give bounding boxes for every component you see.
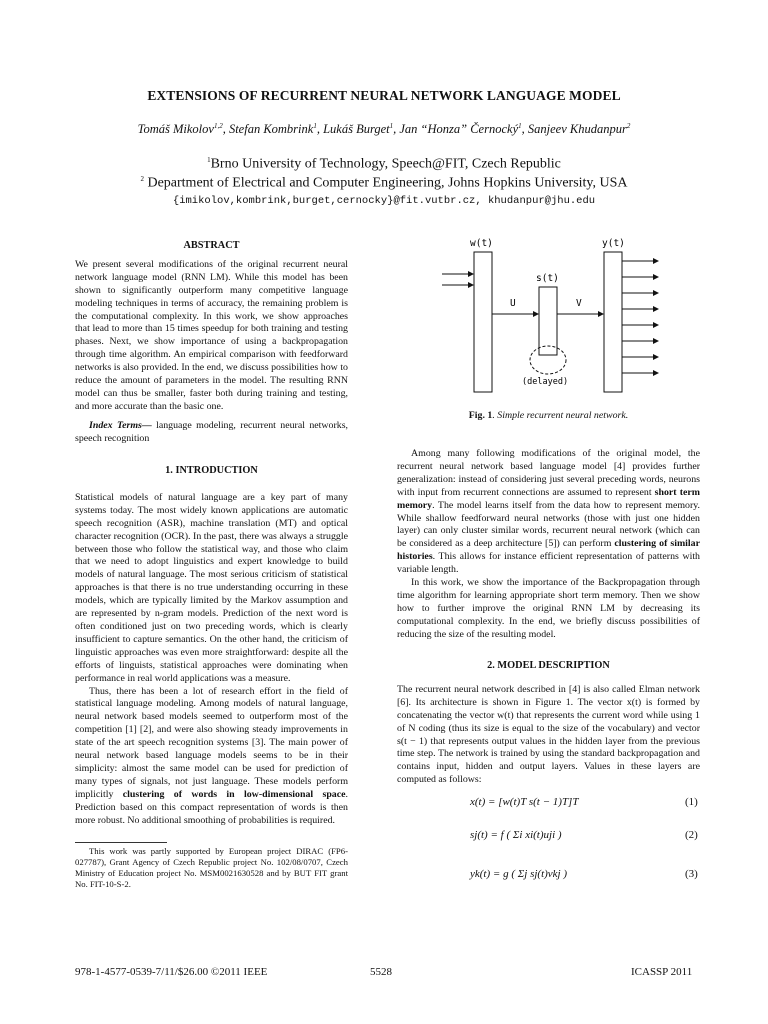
label-y: y(t) [602,238,625,249]
affiliation-2: $^2$ Department of Electrical and Computer Engineering, Johns Hopkins University, USA [140,175,628,191]
label-delayed: (delayed) [522,377,569,387]
label-U: U [510,298,516,309]
label-V: V [576,298,582,309]
model-description-heading: 2. MODEL DESCRIPTION [487,660,610,671]
abstract-heading: ABSTRACT [183,240,240,251]
footer-venue: ICASSP 2011 [631,966,693,978]
rnn-diagram [440,232,670,402]
affiliation-1: $^1$Brno University of Technology, Speech@FIT, Czech Republic [207,156,561,172]
abstract-section [75,240,348,446]
equation-3-number: (3) [685,868,698,880]
input-layer-box [474,252,492,392]
index-terms-label: Index Terms— [89,419,152,431]
equation-2: sj(t) = f ( Σi xi(t)uji ) [470,829,562,841]
author-list: Tomáš Mikolov$^{1,2}$, Stefan Kombrink$^1$, Lukáš Burget$^1$, Jan “Honza” Černocký$^1$, Sanjeev Khudanpur$^2$ [137,122,631,137]
footnote-rule [75,842,167,843]
introduction-section [75,465,348,827]
introduction-heading: 1. INTRODUCTION [165,465,258,476]
index-terms [75,420,348,446]
footer-page-number: 5528 [370,966,392,978]
abstract-text: We present several modifications of the original recurrent neural network language model (RNN LM). While this model has been shown to significantly outperform many competitive language modeling techniques in terms of accuracy, the remaining problem is the computational complexity. In this work, we show approaches that lead to more than 15 times speedup for both training and testing phases. Next, we show importance of using a backpropagation through time algorithm. An empirical comparison with feedforward networks is also provided. In the end, we discuss possibilities how to reduce the amount of parameters in the model. The resulting RNN model can thus be smaller, faster both during training and testing, and more accurate than the basic one. [75,258,348,412]
footnote: This work was partly supported by European project DIRAC (FP6-027787), Grant Agency of Czech Republic project No. 102/08/0707, Czech Ministry of Education project No. MSM0021630528 and by BUT FIT grant No. FIT-10-S-2. [75,846,348,889]
bold-phrase-clustering-words: clustering of words in low-dimensional space [122,788,346,800]
introduction-paragraph-2: Thus, there has been a lot of research effort in the field of statistical language modeling. Among models of natural language, neural network based models seemed to outperform most of the competition [1] [2], and were also showing steady improvements in state of the art speech recognition systems [3]. The main power of neural network based language models seems to be in their simplicity: almost the same model can be used for prediction of many types of signals, not just language. These models perform implicitly clustering of words in low-dimensional space. Prediction based on this compact representation of words is then more robust. No additional smoothing of probabilities is required. [75,685,348,826]
right-intro-section [397,448,700,642]
label-s: s(t) [536,273,559,284]
bold-phrase-short-term-memory: short term memory [397,486,700,511]
equation-2-number: (2) [685,829,698,841]
bold-phrase-clustering-histories: clustering of similar histories [397,538,700,563]
equation-3: yk(t) = g ( Σj sj(t)vkj ) [470,868,568,880]
right-intro-paragraph-2: In this work, we show the importance of the Backpropagation through time algorithm for learning appropriate short term memory. Then we show how to further improve the original RNN LM by decreasing its computational complexity. In the end, we briefly discuss possibilities of reducing the size of the resulting model. [397,577,700,640]
equation-1: x(t) = [w(t)T s(t − 1)T]T [470,796,579,808]
right-intro-paragraph-1: Among many following modifications of the original model, the recurrent neural network based language model [4] provides further generalization: instead of considering just several preceding words, neurons with input from recurrent connections are assumed to represent short term memory. The model learns itself from the data how to represent memory. While shallow feedforward neural networks (those with just one hidden layer) can only cluster similar words, recurrent neural network (which can be considered as a deep architecture [5]) can perform clustering of similar histories. This allows for instance efficient representation of patterns with variable length. [397,448,700,576]
figure-caption-text: . Simple recurrent neural network. [492,410,629,421]
index-terms-text: language modeling, recurrent neural networks, speech recognition [75,419,349,444]
hidden-layer-box [539,287,557,355]
output-layer-box [604,252,622,392]
footer-isbn: 978-1-4577-0539-7/11/$26.00 ©2011 IEEE [75,966,268,978]
model-description-text: The recurrent neural network described in [4] is also called Elman network [6]. Its architecture is shown in Figure 1. The vector x(t) is formed by concatenating the vector w(t) that represents the current word while using 1 of N coding (thus its size is equal to the size of the vocabulary) and vector s(t − 1) that represents output values in the hidden layer from the previous time step. The network is trained by using the standard backpropagation and contains input, hidden and output layers. Values in these layers are computed as follows: [397,683,700,786]
introduction-paragraph-1: Statistical models of natural language are a key part of many systems today. The most widely known applications are automatic speech recognition (ASR), machine translation (MT) and optical character recognition (OCR). In the past, there was always a struggle between those who follow the statistical way, and those who claim that we need to adopt linguistics and expert knowledge to build models of natural language. The most serious criticism of statistical approaches is that there is no true understanding occurring in these models, which are typically limited by the Markov assumption and are represented by n-gram models. Prediction of the next word is often conditioned just on two preceding words, which is clearly insufficient to capture semantics. On the other hand, the criticism of linguistic approaches was even more straightforward: despite all the efforts of linguists, statistical approaches were dominating when performance in real world applications was a measure. [75,491,348,684]
author-emails: {imikolov,kombrink,burget,cernocky}@fit.vutbr.cz, khudanpur@jhu.edu [172,195,596,207]
label-w: w(t) [470,238,493,249]
paper-title: EXTENSIONS OF RECURRENT NEURAL NETWORK LANGUAGE MODEL [147,88,621,103]
model-description-section [397,660,700,787]
equation-1-number: (1) [685,796,698,808]
figure-caption-number: Fig. 1 [468,410,493,421]
figure-caption [397,410,700,423]
